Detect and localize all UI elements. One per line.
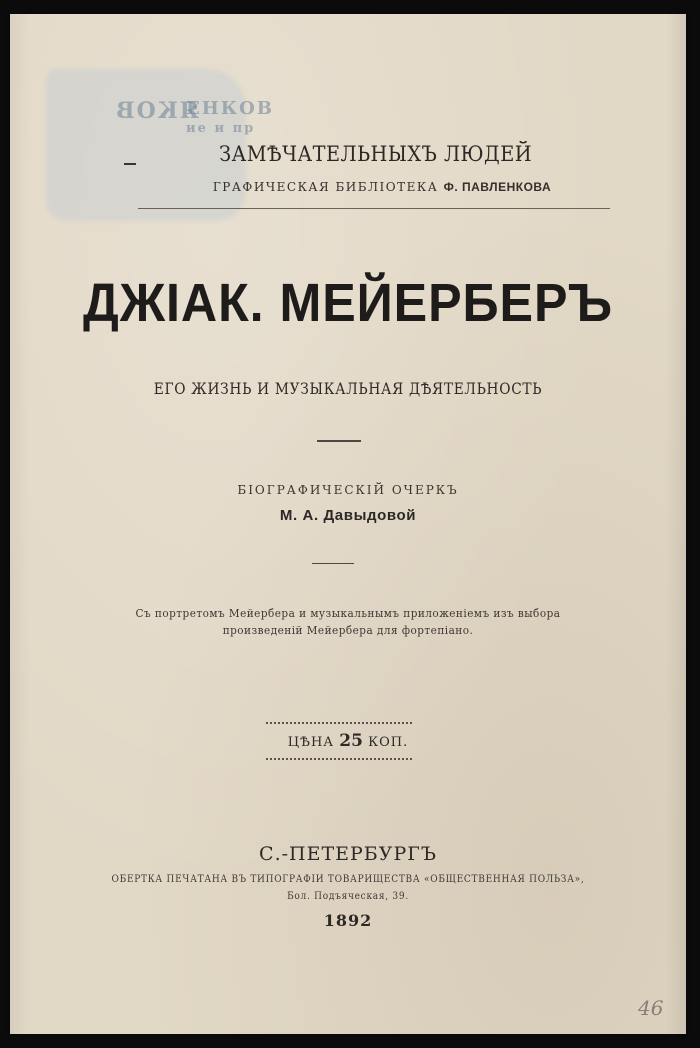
stamp-text-top: ЕНКОВ [186,98,274,119]
price-value: 25 [339,731,363,751]
printer-line-2: Бол. Подъяческая, 39. [287,891,409,902]
header-divider [138,208,610,209]
library-prefix: ГРАФИЧЕСКАЯ БИБЛIОТЕКА [212,180,439,194]
sketch-label: БIОГРАФИЧЕСКIЙ ОЧЕРКЪ [237,483,459,497]
price-label: ЦѢНА [287,735,335,750]
library-name: Ф. ПАВЛЕНКОВА [443,180,552,194]
stamp-text-bottom: ие и пр [186,121,256,136]
price [10,731,686,751]
divider-short [317,440,361,442]
price-border-bottom [266,758,412,760]
city: С.-ПЕТЕРБУРГЪ [259,843,437,865]
printer-line-1: ОБЕРТКА ПЕЧАТАНА ВЪ ТИПОГРАФIИ ТОВАРИЩЕСТВА «ОБЩЕСТВЕННАЯ ПОЛЬЗА», [111,874,585,885]
note-line-2: произведенiй Мейербера для фортепiано. [222,624,474,637]
note-line-1: Съ портретомъ Мейербера и музыкальнымъ приложенiемъ изъ выбора [135,607,561,620]
price-unit: КОП. [368,735,409,750]
handwritten-note: 46 [638,996,664,1020]
series-title: ЗАМѢЧАТЕЛЬНЫХЪ ЛЮДЕЙ [219,142,533,166]
book-subtitle: ЕГО ЖИЗНЬ И МУЗЫКАЛЬНАЯ ДѢЯТЕЛЬНОСТЬ [153,379,543,398]
book-title: ДЖIАК. МЕЙЕРБЕРЪ [82,273,614,333]
divider-short-2 [312,563,354,564]
price-border-top [266,722,412,724]
publication-year: 1892 [323,911,373,930]
book-cover [10,14,686,1034]
stamp-text-mirrored: ЯКОВ [114,98,200,124]
library-line [10,180,686,194]
author-name: М. А. Давыдовой [279,507,417,524]
